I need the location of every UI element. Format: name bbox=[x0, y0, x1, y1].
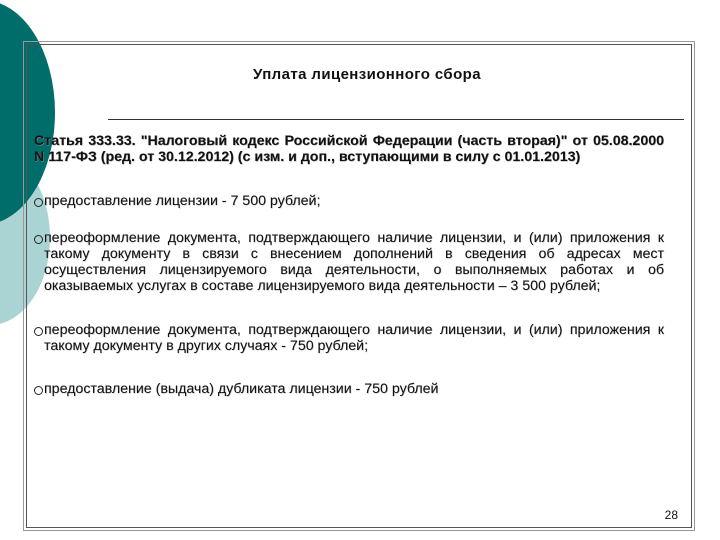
bullet-circle-icon bbox=[34, 386, 43, 395]
list-item bbox=[34, 193, 664, 209]
list-item-text: переоформление документа, подтверждающего наличие лицензии, и (или) приложения к такому документу в других случаях - 750 рублей; bbox=[44, 322, 664, 354]
bullet-circle-icon bbox=[34, 198, 43, 207]
slide-title: Уплата лицензионного сбора bbox=[253, 66, 481, 83]
list-item-text: предоставление лицензии - 7 500 рублей; bbox=[44, 193, 321, 209]
slide-content bbox=[34, 133, 664, 397]
list-item bbox=[34, 322, 664, 354]
bullet-circle-icon bbox=[34, 235, 43, 244]
list-item-text: предоставление (выдача) дубликата лицензии - 750 рублей bbox=[44, 381, 439, 397]
title-divider bbox=[108, 119, 684, 120]
list-item bbox=[34, 381, 664, 397]
bullet-circle-icon bbox=[34, 327, 43, 336]
list-item-text: переоформление документа, подтверждающего наличие лицензии, и (или) приложения к такому документу в связи с внесением дополнений в сведения об адресах мест осуществления лицензируемого вида деятельности, о выполняемых работах и об оказываемых услугах в составе лицензируемого вида деятельности – 3 500 рублей; bbox=[44, 230, 664, 294]
list-item bbox=[34, 230, 664, 294]
page-number: 28 bbox=[664, 508, 678, 522]
article-reference: Статья 333.33. "Налоговый кодекс Российской Федерации (часть вторая)" от 05.08.2000 N 117-ФЗ (ред. от 30.12.2012) (с изм. и доп., вступающими в силу с 01.01.2013) bbox=[34, 133, 664, 165]
